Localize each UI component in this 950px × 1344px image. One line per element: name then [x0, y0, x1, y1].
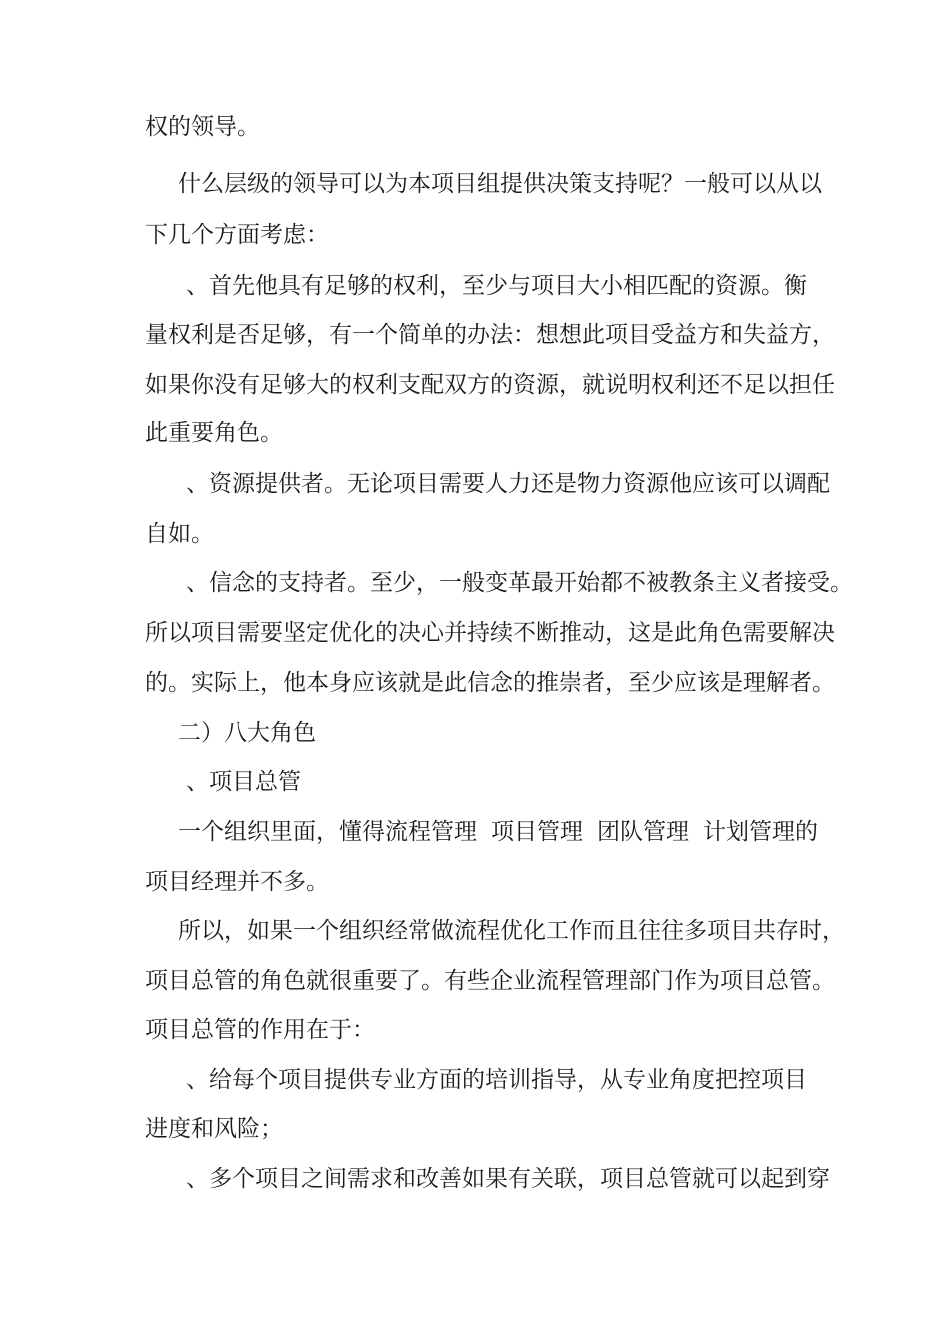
- text-segment: 一个组织里面，懂得流程管理: [178, 819, 477, 845]
- text-segment: 项目管理: [491, 819, 583, 845]
- section-heading: 二）八大角色: [178, 720, 316, 746]
- text-segment: 团队管理: [597, 819, 689, 845]
- paragraph-line: 所以，如果一个组织经常做流程优化工作而且往往多项目共存时，: [178, 918, 845, 944]
- paragraph-line: 进度和风险；: [145, 1116, 283, 1142]
- paragraph-line: 项目总管的角色就很重要了。有些企业流程管理部门作为项目总管。: [145, 968, 835, 994]
- paragraph-line: 项目总管的作用在于：: [145, 1017, 375, 1043]
- paragraph-line: 权的领导。: [145, 114, 260, 140]
- paragraph-line: 如果你没有足够大的权利支配双方的资源，就说明权利还不足以担任: [145, 372, 835, 398]
- paragraph-line: 所以项目需要坚定优化的决心并持续不断推动，这是此角色需要解决: [145, 620, 835, 646]
- paragraph-line: 自如。: [145, 521, 214, 547]
- list-item-line: 、多个项目之间需求和改善如果有关联，项目总管就可以起到穿: [186, 1166, 830, 1192]
- paragraph-line: [178, 815, 846, 849]
- list-item-line: 、首先他具有足够的权利，至少与项目大小相匹配的资源。衡: [186, 273, 807, 299]
- text-segment: 计划管理的: [703, 819, 818, 845]
- paragraph-line: 项目经理并不多。: [145, 869, 329, 895]
- paragraph-line: 此重要角色。: [145, 420, 283, 446]
- paragraph-line: 下几个方面考虑：: [145, 222, 329, 248]
- subsection-heading: 、项目总管: [186, 769, 301, 795]
- paragraph-line: 的。实际上，他本身应该就是此信念的推崇者，至少应该是理解者。: [145, 670, 835, 696]
- list-item-line: 、信念的支持者。至少，一般变革最开始都不被教条主义者接受。: [186, 570, 853, 596]
- paragraph-line: 什么层级的领导可以为本项目组提供决策支持呢？一般可以从以: [178, 171, 822, 197]
- list-item-line: 、给每个项目提供专业方面的培训指导，从专业角度把控项目: [186, 1067, 807, 1093]
- paragraph-line: 量权利是否足够，有一个简单的办法：想想此项目受益方和失益方，: [145, 322, 835, 348]
- list-item-line: 、资源提供者。无论项目需要人力还是物力资源他应该可以调配: [186, 471, 830, 497]
